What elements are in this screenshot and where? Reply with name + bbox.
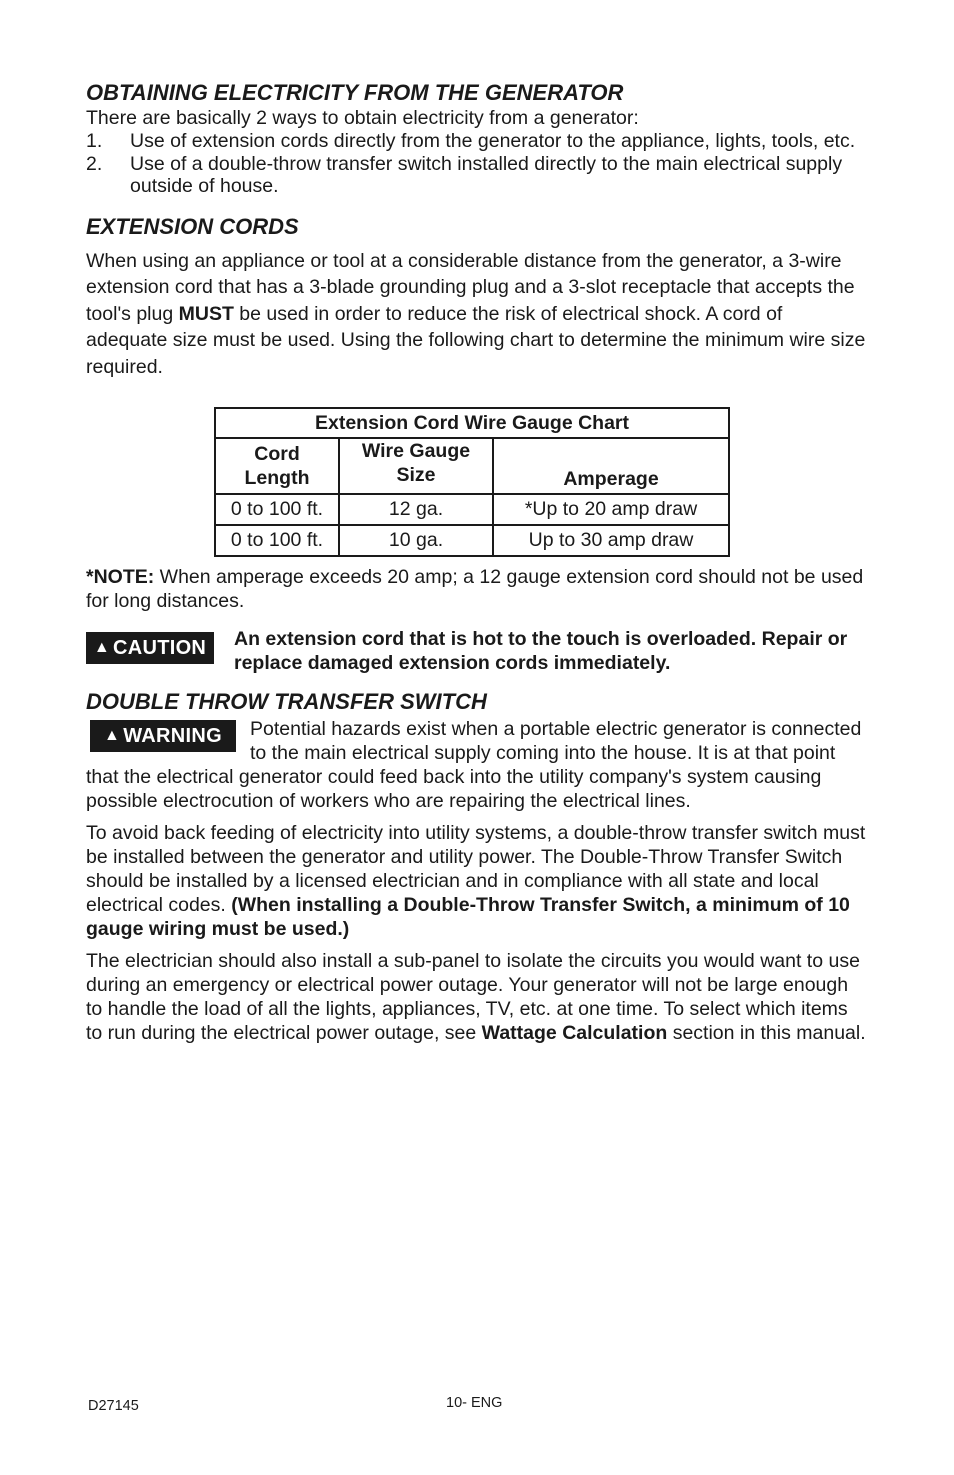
paragraph-text: To avoid back feeding of electricity into utility systems, a double-throw transfer switch must be installed between the generator and utility power. The Double-Throw Transfer Switch should be installed by a licensed electrician and in compliance with all state and local electrical codes. bbox=[86, 822, 866, 916]
note-paragraph bbox=[86, 565, 869, 613]
list-number: 1. bbox=[86, 130, 103, 152]
caution-text: An extension cord that is hot to the touch is overloaded. Repair or replace damaged extension cords immediately. bbox=[234, 628, 848, 674]
note-label: *NOTE: bbox=[86, 566, 155, 588]
gauge-requirement-emphasis: (When installing a Double-Throw Transfer Switch, a minimum of 10 gauge wiring must be used.) bbox=[86, 894, 850, 940]
table-cell: 10 ga. bbox=[339, 525, 493, 556]
warning-triangle-icon: ▲ bbox=[93, 639, 110, 656]
heading-double-throw: DOUBLE THROW TRANSFER SWITCH bbox=[86, 689, 487, 714]
wire-gauge-table bbox=[214, 407, 730, 557]
column-header-wire-gauge: Wire Gauge Size bbox=[339, 438, 493, 494]
column-header-cord-length: Cord Length bbox=[215, 438, 339, 494]
list-text: Use of extension cords directly from the generator to the appliance, lights, tools, etc. bbox=[130, 130, 856, 152]
paragraph-text: Potential hazards exist when a portable electric generator is connected to the main electrical supply coming into the house. It is at that point that the electrical generator could feed back into the utility company's system causing possible electrocution of workers who are repairing the electrical lines. bbox=[86, 718, 862, 812]
list-number: 2. bbox=[86, 152, 103, 175]
list-item bbox=[86, 130, 869, 153]
extension-cords-paragraph bbox=[86, 248, 869, 381]
table-title: Extension Cord Wire Gauge Chart bbox=[215, 408, 729, 438]
table-cell: *Up to 20 amp draw bbox=[493, 494, 729, 525]
back-feeding-paragraph bbox=[86, 821, 869, 941]
table-row bbox=[215, 525, 729, 556]
warning-triangle-icon: ▲ bbox=[104, 727, 121, 744]
warning-label: WARNING bbox=[123, 725, 222, 747]
warning-paragraph bbox=[86, 717, 869, 813]
column-header-amperage: Amperage bbox=[493, 438, 729, 494]
list-item bbox=[86, 153, 869, 198]
document-code: D27145 bbox=[88, 1398, 139, 1414]
caution-block bbox=[86, 627, 869, 675]
sub-panel-paragraph bbox=[86, 949, 869, 1045]
heading-extension-cords: EXTENSION CORDS bbox=[86, 213, 299, 239]
wattage-calculation-ref: Wattage Calculation bbox=[481, 1022, 668, 1044]
table-cell: 0 to 100 ft. bbox=[215, 525, 339, 556]
heading-obtaining-electricity: OBTAINING ELECTRICITY FROM THE GENERATOR bbox=[86, 80, 624, 105]
paragraph-text: section in this manual. bbox=[667, 1022, 866, 1044]
must-emphasis: MUST bbox=[178, 302, 234, 325]
note-text: When amperage exceeds 20 amp; a 12 gauge extension cord should not be used for long distances. bbox=[86, 566, 864, 612]
caution-label: CAUTION bbox=[112, 636, 207, 659]
table-cell: 12 ga. bbox=[339, 494, 493, 525]
paragraph-text: be used in order to reduce the risk of electrical shock. A cord of adequate size must be used. Using the following chart to determine the minimum wire size required. bbox=[86, 302, 866, 378]
paragraph-text: When using an appliance or tool at a considerable distance from the generator, a 3-wire extension cord that has a 3-blade grounding plug and a 3-slot receptacle that accepts the tool's plug bbox=[86, 249, 855, 325]
manual-page bbox=[86, 80, 869, 1045]
page-number: 10- ENG bbox=[446, 1395, 503, 1411]
table-cell: Up to 30 amp draw bbox=[493, 525, 729, 556]
table-cell: 0 to 100 ft. bbox=[215, 494, 339, 525]
list-text: Use of a double-throw transfer switch installed directly to the main electrical supply outside of house. bbox=[130, 152, 843, 197]
ways-list bbox=[86, 130, 869, 198]
table-row bbox=[215, 494, 729, 525]
warning-badge bbox=[90, 720, 236, 752]
caution-badge bbox=[86, 632, 214, 664]
paragraph-text: The electrician should also install a sub-panel to isolate the circuits you would want to use during an emergency or electrical power outage. Your generator will not be large enough to handle the load of all the lights, appliances, TV, etc. at one time. To select which items to run during the electrical power outage, see bbox=[86, 950, 860, 1044]
intro-text: There are basically 2 ways to obtain electricity from a generator: bbox=[86, 107, 639, 129]
